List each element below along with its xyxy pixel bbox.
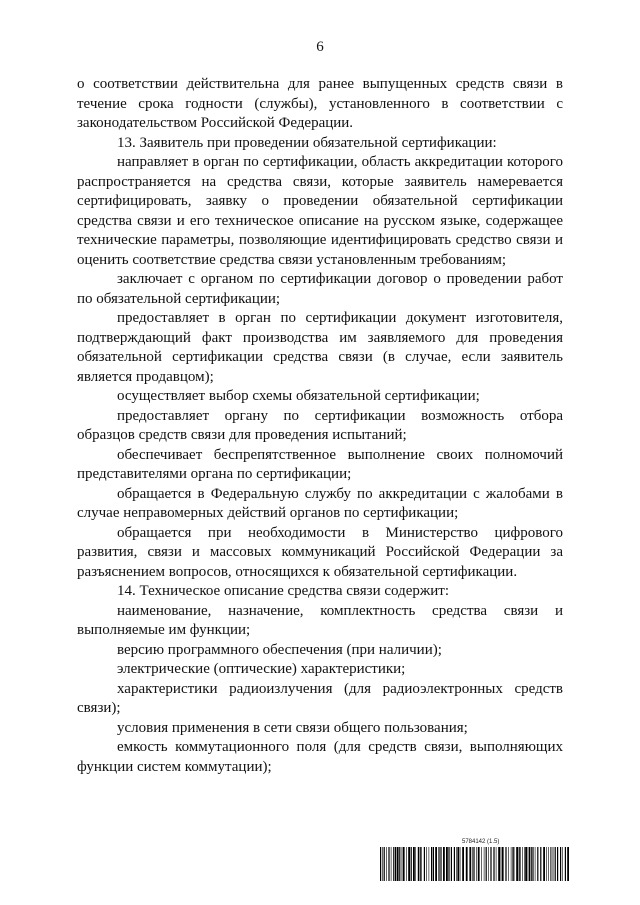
paragraph: осуществляет выбор схемы обязательной сертификации; <box>117 388 480 404</box>
paragraph: заключает с органом по сертификации договор о проведении работ по обязательной сертификации; <box>77 271 563 307</box>
body-text <box>77 75 563 777</box>
paragraph: обеспечивает беспрепятственное выполнение своих полномочий представителями органа по сертификации; <box>77 446 563 482</box>
paragraph: предоставляет органу по сертификации возможность отбора образцов средств связи для проведения испытаний; <box>77 407 563 443</box>
barcode-image <box>380 847 570 881</box>
paragraph: наименование, назначение, комплектность средства связи и выполняемые им функции; <box>77 602 563 638</box>
paragraph: обращается в Федеральную службу по аккредитации с жалобами в случае неправомерных действий органов по сертификации; <box>77 485 563 521</box>
paragraph: обращается при необходимости в Министерство цифрового развития, связи и массовых коммуникаций Российской Федерации за разъяснением вопросов, относящихся к обязательной сертификации. <box>77 524 563 580</box>
paragraph: электрические (оптические) характеристики; <box>117 661 406 677</box>
paragraph: 13. Заявитель при проведении обязательной сертификации: <box>117 134 497 151</box>
paragraph: версию программного обеспечения (при наличии); <box>117 641 442 658</box>
paragraph: направляет в орган по сертификации, область аккредитации которого распространяется на средства связи, которые заявитель намеревается сертифицировать, заявку о проведении обязательной сертификации средства связи и его техническое описание на русском языке, содержащее технические параметры, позволяющие идентифицировать средство связи и оценить соответствие средства связи установленным требованиям; <box>77 154 563 268</box>
paragraph: 14. Техническое описание средства связи содержит: <box>117 583 449 599</box>
paragraph: характеристики радиоизлучения (для радиоэлектронных средств связи); <box>77 680 563 716</box>
page-number: 6 <box>316 39 324 55</box>
paragraph: о соответствии действительна для ранее выпущенных средств связи в течение срока годности (службы), установленного в соответствии с законодательством Российской Федерации. <box>77 76 563 131</box>
paragraph: предоставляет в орган по сертификации документ изготовителя, подтверждающий факт производства им заявляемого для проведения обязательной сертификации средства связи (в случае, если заявитель является продавцом); <box>77 310 563 385</box>
barcode-caption: 5784142 (1.5) <box>462 839 500 845</box>
paragraph: условия применения в сети связи общего пользования; <box>117 719 468 736</box>
paragraph: емкость коммутационного поля (для средств связи, выполняющих функции систем коммутации); <box>77 739 563 775</box>
barcode-block <box>380 838 570 888</box>
